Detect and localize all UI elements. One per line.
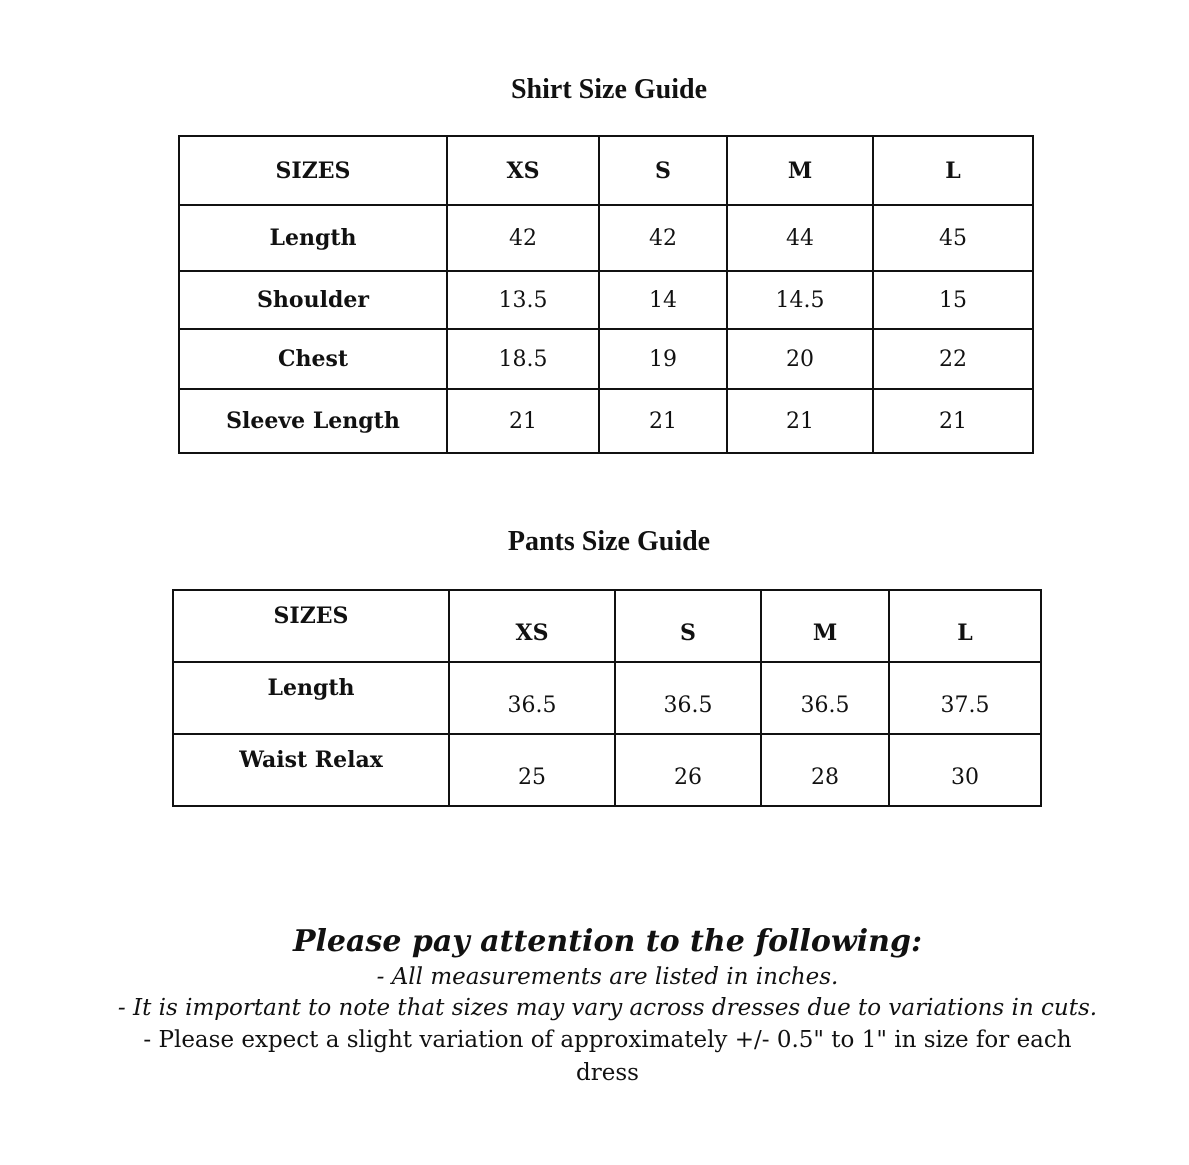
header-cell-l: L	[889, 590, 1041, 662]
table-row	[179, 271, 1033, 329]
table-cell: 25	[449, 734, 615, 806]
pants-size-table	[172, 589, 1042, 807]
table-cell: 20	[727, 329, 873, 389]
notes-heading: Please pay attention to the following:	[292, 924, 923, 959]
table-cell: 13.5	[447, 271, 599, 329]
table-cell: 15	[873, 271, 1033, 329]
table-cell: 30	[889, 734, 1041, 806]
table-cell: 36.5	[449, 662, 615, 734]
table-cell: 21	[873, 389, 1033, 453]
row-label-sleeve-length: Sleeve Length	[179, 389, 447, 453]
header-cell-s: S	[615, 590, 761, 662]
row-label-shoulder: Shoulder	[179, 271, 447, 329]
table-cell: 19	[599, 329, 727, 389]
table-cell: 28	[761, 734, 889, 806]
pants-size-guide-title: Pants Size Guide	[507, 526, 711, 557]
shirt-size-guide-title: Shirt Size Guide	[510, 74, 707, 105]
table-cell: 42	[447, 205, 599, 271]
table-cell: 45	[873, 205, 1033, 271]
header-cell-m: M	[727, 136, 873, 205]
note-sizes-vary: - It is important to note that sizes may vary across dresses due to variations in cuts.	[117, 995, 1098, 1021]
header-cell-m: M	[761, 590, 889, 662]
header-cell-sizes: SIZES	[173, 590, 449, 662]
table-cell: 42	[599, 205, 727, 271]
row-label-chest: Chest	[179, 329, 447, 389]
table-header-row	[179, 136, 1033, 205]
table-cell: 44	[727, 205, 873, 271]
table-row	[179, 389, 1033, 453]
header-cell-xs: XS	[447, 136, 599, 205]
table-row	[173, 662, 1041, 734]
notes-section	[100, 922, 1115, 1090]
row-label-waist-relax: Waist Relax	[173, 734, 449, 806]
shirt-size-table	[178, 135, 1034, 454]
table-cell: 22	[873, 329, 1033, 389]
row-label-length: Length	[179, 205, 447, 271]
table-cell: 37.5	[889, 662, 1041, 734]
table-cell: 21	[447, 389, 599, 453]
table-row	[179, 205, 1033, 271]
note-slight-variation: - Please expect a slight variation of approximately +/- 0.5" to 1" in size for each dress	[143, 1027, 1072, 1086]
table-header-row	[173, 590, 1041, 662]
table-cell: 26	[615, 734, 761, 806]
table-cell: 36.5	[761, 662, 889, 734]
header-cell-xs: XS	[449, 590, 615, 662]
table-cell: 21	[727, 389, 873, 453]
table-cell: 36.5	[615, 662, 761, 734]
header-cell-l: L	[873, 136, 1033, 205]
table-cell: 21	[599, 389, 727, 453]
header-cell-sizes: SIZES	[179, 136, 447, 205]
table-cell: 14.5	[727, 271, 873, 329]
table-row	[179, 329, 1033, 389]
table-row	[173, 734, 1041, 806]
row-label-length: Length	[173, 662, 449, 734]
table-cell: 14	[599, 271, 727, 329]
table-cell: 18.5	[447, 329, 599, 389]
header-cell-s: S	[599, 136, 727, 205]
note-measurements-inches: - All measurements are listed in inches.	[376, 964, 839, 990]
